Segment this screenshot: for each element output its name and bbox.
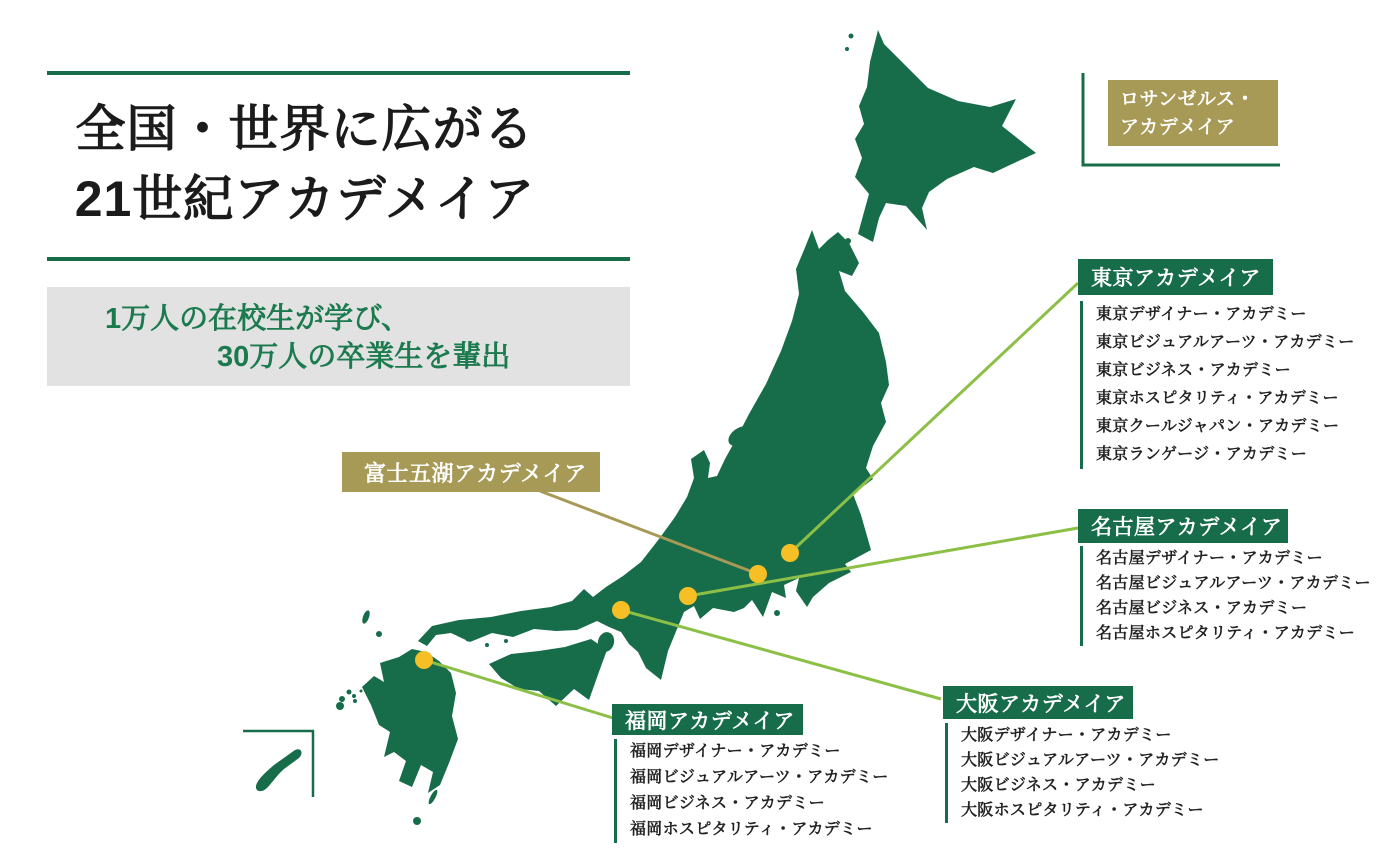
school-list-item: 大阪ビジネス・アカデミー: [961, 777, 1156, 794]
school-list-item: 福岡ビジュアルアーツ・アカデミー: [630, 769, 889, 786]
school-list-item: 名古屋ビジネス・アカデミー: [1096, 600, 1308, 617]
island-seto-small: [466, 637, 471, 642]
island-small: [849, 34, 854, 39]
tokyo-marker-dot: [781, 544, 799, 562]
school-list-item: 福岡ビジネス・アカデミー: [630, 795, 825, 812]
los-angeles-label: [1108, 80, 1278, 146]
tokyo-label: 東京アカデメイア: [1078, 259, 1273, 295]
school-list-item: 名古屋ホスピタリティ・アカデミー: [1096, 625, 1356, 642]
fukuoka-label: 福岡アカデメイア: [612, 704, 803, 735]
osaka-marker-dot: [612, 601, 630, 619]
school-list-item: 名古屋ビジュアルアーツ・アカデミー: [1096, 575, 1371, 592]
island-small: [845, 47, 849, 51]
subtitle-line2: 30万人の卒業生を輩出: [217, 341, 511, 373]
page-title-line2: 21世紀アカデメイア: [74, 171, 536, 227]
school-list-item: 福岡デザイナー・アカデミー: [630, 743, 841, 760]
island-iki: [376, 631, 382, 637]
subtitle-line1: 1万人の在校生が学び、: [105, 303, 410, 335]
school-list-item: 大阪デザイナー・アカデミー: [961, 727, 1172, 744]
header-rule-top: [47, 71, 630, 75]
school-list-item: 名古屋デザイナー・アカデミー: [1096, 550, 1323, 567]
tokyo-school-list: [1080, 301, 1355, 469]
fuji-marker-dot: [749, 565, 767, 583]
island-okinawa: [256, 749, 302, 791]
subtitle-banner: [47, 287, 630, 386]
island-small: [353, 699, 357, 703]
island-amami: [360, 690, 363, 693]
school-list-item: 東京デザイナー・アカデミー: [1096, 306, 1307, 323]
school-list-item: 福岡ホスピタリティ・アカデミー: [630, 821, 873, 838]
nagoya-label: 名古屋アカデメイア: [1078, 509, 1288, 543]
osaka-connector-line: [621, 610, 941, 699]
island-seto-small: [485, 643, 489, 647]
island-seto-small: [504, 639, 508, 643]
island-small: [347, 690, 352, 695]
island-izu-oshima: [774, 610, 780, 616]
fukuoka-school-list: [614, 739, 889, 843]
nagoya-school-list: [1080, 546, 1371, 646]
nagoya-marker-dot: [679, 587, 697, 605]
school-list-item: 東京ランゲージ・アカデミー: [1096, 446, 1308, 463]
osaka-label: 大阪アカデメイア: [943, 686, 1133, 719]
island-kyushu: [362, 649, 458, 793]
island-shikoku: [489, 639, 607, 706]
school-list-item: 大阪ホスピタリティ・アカデミー: [961, 802, 1204, 819]
island-small: [339, 696, 345, 702]
island-hokkaido: [855, 30, 1036, 242]
los-angeles-label-line2: アカデメイア: [1120, 117, 1236, 138]
osaka-school-list: [945, 723, 1220, 823]
fuji-five-lakes-label: 富士五湖アカデメイア: [342, 452, 600, 492]
island-tsushima: [361, 609, 371, 624]
school-list-item: 大阪ビジュアルアーツ・アカデミー: [961, 752, 1220, 769]
island-amami: [352, 694, 356, 698]
island-amami: [336, 702, 344, 710]
school-list-item: 東京ホスピタリティ・アカデミー: [1096, 390, 1339, 407]
school-list-item: 東京クールジャパン・アカデミー: [1096, 418, 1340, 435]
island-okushiri: [845, 238, 851, 244]
fukuoka-marker-dot: [415, 651, 433, 669]
school-list-item: 東京ビジュアルアーツ・アカデミー: [1096, 334, 1355, 351]
school-list-item: 東京ビジネス・アカデミー: [1096, 362, 1291, 379]
page-title: [47, 94, 563, 234]
los-angeles-label-line1: ロサンゼルス・: [1120, 89, 1255, 110]
island-yakushima: [413, 817, 421, 825]
page-title-line1: 全国・世界に広がる: [75, 101, 535, 157]
header-rule-bottom: [47, 257, 630, 261]
